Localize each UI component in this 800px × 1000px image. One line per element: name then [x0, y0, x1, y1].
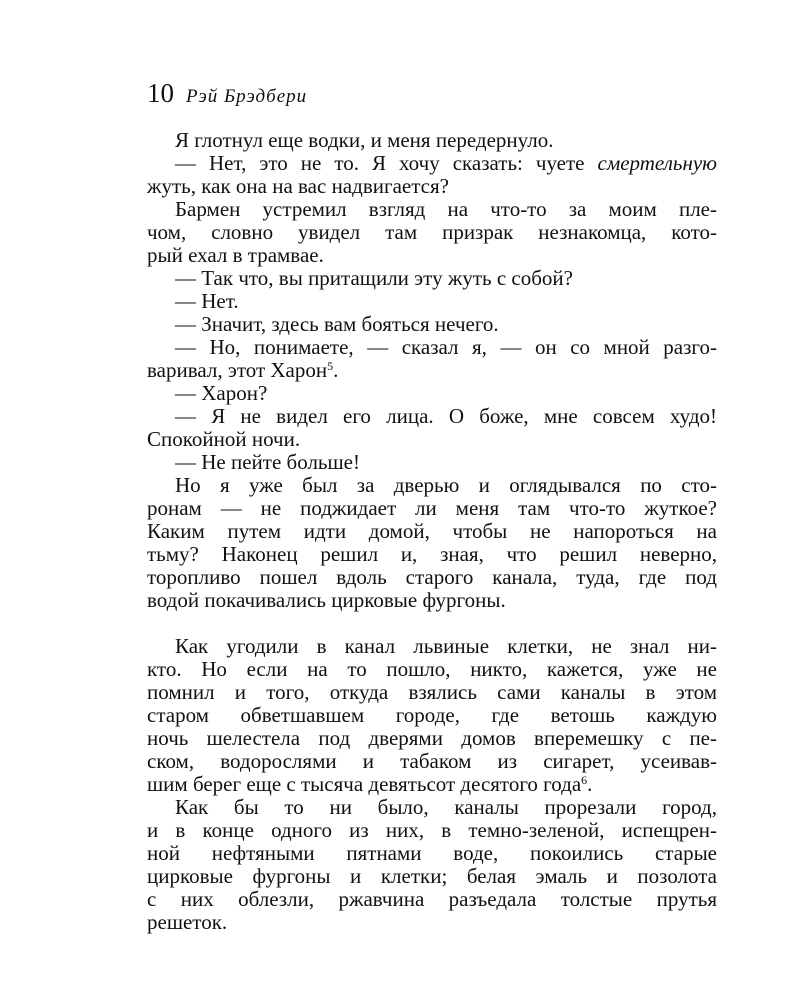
- text-line: Спокойной ночи.: [147, 427, 301, 451]
- text-line: и в конце одного из них, в темно-зеленой, испещрен-: [147, 818, 717, 842]
- text-line: Я глотнул еще водки, и меня передернуло.: [175, 128, 554, 152]
- text-fragment: .: [587, 772, 593, 796]
- text-line: — Так что, вы притащили эту жуть с собой?: [175, 266, 573, 290]
- text-line: — Харон?: [175, 381, 268, 405]
- text-line: Как бы то ни было, каналы прорезали город,: [175, 795, 717, 819]
- text-line: — Нет.: [175, 289, 239, 313]
- text-line: Но я уже был за дверью и оглядывался по сто-: [175, 473, 717, 497]
- section-break: [147, 612, 717, 635]
- text-line: — Значит, здесь вам бояться нечего.: [175, 312, 499, 336]
- text-line: торопливо пошел вдоль старого канала, туда, где под: [147, 565, 717, 589]
- text-line: помнил и того, откуда взялись сами каналы в этом: [147, 680, 717, 704]
- text-line: — Я не видел его лица. О боже, мне совсем худо!: [175, 404, 717, 428]
- text-fragment: .: [333, 358, 339, 382]
- footnote-ref: 6: [581, 773, 588, 787]
- text-line: старом обветшавшем городе, где ветошь каждую: [147, 703, 717, 727]
- text-line: Бармен устремил взгляд на что-то за моим пле-: [175, 197, 717, 221]
- text-line: чом, словно увидел там призрак незнакомца, кото-: [147, 220, 717, 244]
- text-line: тьму? Наконец решил и, зная, что решил неверно,: [147, 542, 717, 566]
- text-fragment: варивал, этот Харон: [147, 358, 328, 382]
- text-fragment: — Нет, это не то. Я хочу сказать: чуете: [175, 151, 598, 175]
- text-line: ронам — не поджидает ли меня там что-то жуткое?: [147, 496, 717, 520]
- text-line: ночь шелестела под дверями домов вперемешку с пе-: [147, 726, 717, 750]
- body-text: [147, 129, 717, 934]
- text-line: решеток.: [147, 910, 228, 934]
- italic-word: смертельную: [597, 151, 717, 175]
- text-line: с них облезли, ржавчина разъедала толстые прутья: [147, 887, 717, 911]
- page-number: 10: [147, 78, 174, 108]
- text-line: Каким путем идти домой, чтобы не напороться на: [147, 519, 717, 543]
- running-header: [147, 78, 307, 108]
- text-line: ной нефтяными пятнами воде, покоились старые: [147, 841, 717, 865]
- text-line: водой покачивались цирковые фургоны.: [147, 588, 506, 612]
- text-line: [147, 773, 717, 796]
- text-line: жуть, как она на вас надвигается?: [147, 174, 449, 198]
- text-line: [147, 359, 717, 382]
- text-fragment: шим берег еще с тысяча девятьсот десятого года: [147, 772, 582, 796]
- footnote-ref: 5: [327, 359, 334, 373]
- text-line: кто. Но если на то пошло, никто, кажется, уже не: [147, 657, 717, 681]
- text-line: — Не пейте больше!: [175, 450, 360, 474]
- running-head-author: Рэй Брэдбери: [186, 86, 308, 107]
- text-line: рый ехал в трамвае.: [147, 243, 324, 267]
- text-line: цирковые фургоны и клетки; белая эмаль и позолота: [147, 864, 717, 888]
- text-line: Как угодили в канал львиные клетки, не знал ни-: [175, 634, 717, 658]
- text-line: ском, водорослями и табаком из сигарет, усеивав-: [147, 749, 717, 773]
- text-line: [147, 152, 717, 175]
- text-line: — Но, понимаете, — сказал я, — он со мной разго-: [175, 335, 717, 359]
